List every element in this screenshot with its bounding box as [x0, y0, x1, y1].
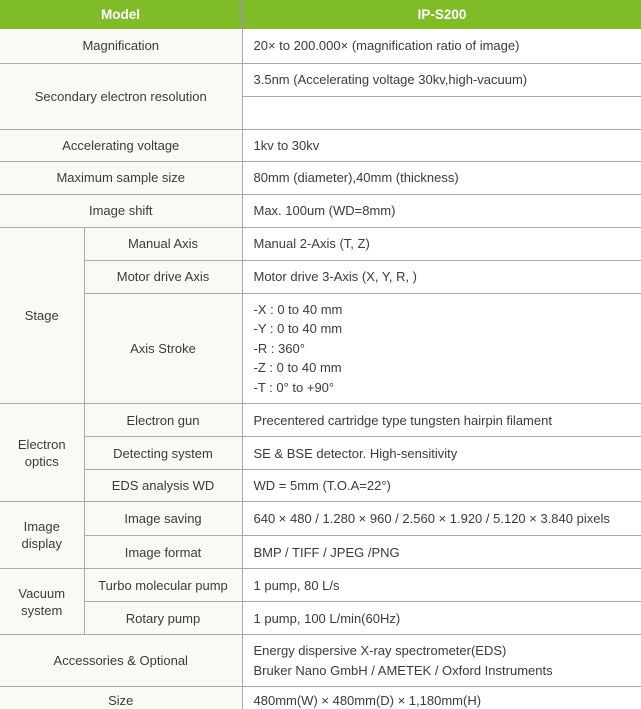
maximum-sample-size-label: Maximum sample size — [0, 161, 242, 194]
table-row — [0, 536, 641, 569]
eds-analysis-wd-value: WD = 5mm (T.O.A=22°) — [242, 470, 641, 502]
magnification-label: Magnification — [0, 29, 242, 63]
electron-gun-label: Electron gun — [84, 404, 242, 437]
turbo-molecular-pump-label: Turbo molecular pump — [84, 569, 242, 602]
table-row — [0, 194, 641, 227]
table-row — [0, 687, 641, 709]
image-display-group-label: Image display — [0, 502, 84, 569]
axis-stroke-line-t: -T : 0° to +90° — [253, 379, 335, 395]
secondary-electron-resolution-value-2 — [242, 96, 641, 129]
table-row — [0, 260, 641, 293]
accelerating-voltage-value: 1kv to 30kv — [242, 129, 641, 161]
secondary-electron-resolution-value-1: 3.5nm (Accelerating voltage 30kv,high-vacuum) — [242, 63, 641, 96]
rotary-pump-label: Rotary pump — [84, 602, 242, 635]
axis-stroke-line-x: -X : 0 to 40 mm — [253, 301, 343, 317]
table-row — [0, 129, 641, 161]
size-label: Size — [0, 687, 242, 709]
manual-axis-label: Manual Axis — [84, 227, 242, 260]
maximum-sample-size-value: 80mm (diameter),40mm (thickness) — [242, 161, 641, 194]
header-model-value: IP-S200 — [242, 0, 641, 29]
electron-gun-value: Precentered cartridge type tungsten hairpin filament — [242, 404, 641, 437]
table-row — [0, 293, 641, 404]
image-shift-value: Max. 100um (WD=8mm) — [242, 194, 641, 227]
image-format-value: BMP / TIFF / JPEG /PNG — [242, 536, 641, 569]
image-saving-value: 640 × 480 / 1.280 × 960 / 2.560 × 1.920 / 5.120 × 3.840 pixels — [242, 502, 641, 536]
table-row — [0, 569, 641, 602]
accelerating-voltage-label: Accelerating voltage — [0, 129, 242, 161]
header-row — [0, 0, 641, 29]
secondary-electron-resolution-label: Secondary electron resolution — [0, 63, 242, 129]
table-row — [0, 502, 641, 536]
manual-axis-value: Manual 2-Axis (T, Z) — [242, 227, 641, 260]
rotary-pump-value: 1 pump, 100 L/min(60Hz) — [242, 602, 641, 635]
eds-analysis-wd-label: EDS analysis WD — [84, 470, 242, 502]
accessories-line-1: Energy dispersive X-ray spectrometer(EDS) — [253, 642, 507, 658]
table-row — [0, 470, 641, 502]
turbo-molecular-pump-value: 1 pump, 80 L/s — [242, 569, 641, 602]
motor-drive-axis-label: Motor drive Axis — [84, 260, 242, 293]
table-row — [0, 404, 641, 437]
table-row — [0, 161, 641, 194]
axis-stroke-line-z: -Z : 0 to 40 mm — [253, 360, 342, 375]
table-row — [0, 29, 641, 63]
axis-stroke-line-y: -Y : 0 to 40 mm — [253, 321, 343, 336]
accessories-optional-value — [242, 635, 641, 687]
table-row — [0, 227, 641, 260]
magnification-value: 20× to 200.000× (magnification ratio of image) — [242, 29, 641, 63]
motor-drive-axis-value: Motor drive 3-Axis (X, Y, R, ) — [242, 260, 641, 293]
image-saving-label: Image saving — [84, 502, 242, 536]
table-row — [0, 602, 641, 635]
accessories-line-2: Bruker Nano GmbH / AMETEK / Oxford Instruments — [253, 662, 553, 678]
image-format-label: Image format — [84, 536, 242, 569]
vacuum-system-group-label: Vacuum system — [0, 569, 84, 635]
detecting-system-label: Detecting system — [84, 437, 242, 470]
image-shift-label: Image shift — [0, 194, 242, 227]
table-row — [0, 437, 641, 470]
stage-group-label: Stage — [0, 227, 84, 404]
axis-stroke-line-r: -R : 360° — [253, 340, 305, 356]
detecting-system-value: SE & BSE detector. High-sensitivity — [242, 437, 641, 470]
electron-optics-group-label: Electron optics — [0, 404, 84, 502]
axis-stroke-value — [242, 293, 641, 404]
accessories-optional-label: Accessories & Optional — [0, 635, 242, 687]
size-value: 480mm(W) × 480mm(D) × 1,180mm(H) — [242, 687, 641, 709]
header-model-label: Model — [0, 0, 242, 29]
axis-stroke-label: Axis Stroke — [84, 293, 242, 404]
table-row — [0, 63, 641, 96]
table-row — [0, 635, 641, 687]
